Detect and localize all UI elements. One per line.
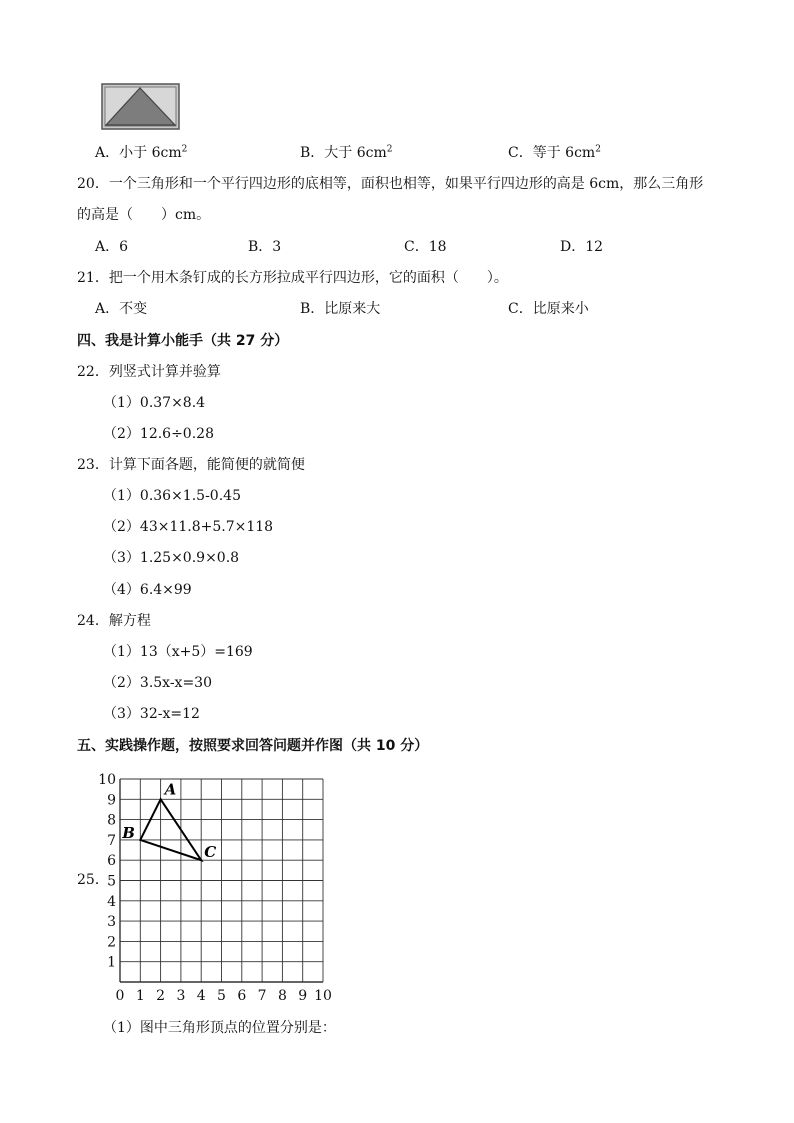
q23-item-3: （3）1.25×0.9×0.8 (103, 550, 240, 566)
q23-item-1: （1）0.36×1.5-0.45 (103, 488, 241, 504)
coordinate-grid (100, 772, 340, 1004)
vertex-label-b: B (122, 823, 135, 842)
x-tick-label: 9 (298, 988, 308, 1004)
x-tick-label: 2 (156, 988, 166, 1004)
q24-item-2: （2）3.5x-x=30 (103, 675, 212, 691)
q19-option-a: A．小于 $6cm^2$ (95, 144, 188, 161)
x-tick-label: 10 (314, 988, 332, 1004)
q22-stem: 22．列竖式计算并验算 (77, 364, 221, 380)
q22-item-1: （1）0.37×8.4 (103, 395, 206, 411)
q23-item-2: （2）43×11.8+5.7×118 (103, 519, 274, 535)
x-tick-label: 6 (237, 988, 247, 1004)
q20-option-c: C．18 (404, 239, 447, 255)
q20-stem-line2: 的高是（ ）cm。 (77, 207, 211, 223)
triangle-abc (140, 799, 201, 860)
q25-sub-1: （1）图中三角形顶点的位置分别是： (103, 1020, 336, 1036)
y-tick-label: 6 (107, 853, 116, 870)
q21-option-a: A．不变 (95, 301, 148, 317)
x-tick-label: 1 (135, 988, 145, 1004)
x-tick-label: 8 (277, 988, 287, 1004)
q20-option-b: B．3 (248, 239, 282, 255)
triangle-in-rectangle-figure (101, 83, 181, 131)
y-tick-label: 1 (107, 954, 116, 971)
section4-heading: 四、我是计算小能手（共 27 分） (77, 333, 289, 349)
q22-item-2: （2）12.6÷0.28 (103, 426, 214, 442)
x-tick-label: 4 (196, 988, 206, 1004)
y-tick-label: 8 (107, 812, 116, 829)
q19-option-c: C．等于 $6cm^2$ (508, 144, 601, 161)
q24-item-3: （3）32-x=12 (103, 706, 200, 722)
q20-option-a: A．6 (95, 239, 129, 255)
q20-option-d: D．12 (560, 239, 604, 255)
y-tick-label: 3 (107, 914, 116, 931)
q23-item-4: （4）6.4×99 (103, 582, 192, 598)
q19-option-b: B．大于 $6cm^2$ (300, 144, 393, 161)
q23-stem: 23．计算下面各题，能简便的就简便 (77, 457, 305, 473)
y-tick-label: 2 (107, 934, 116, 951)
y-tick-label: 4 (107, 893, 116, 910)
q20-stem-line1: 20．一个三角形和一个平行四边形的底相等，面积也相等，如果平行四边形的高是 6cm，那么三角形 (77, 176, 704, 192)
vertex-label-c: C (204, 843, 217, 862)
y-tick-label: 5 (107, 873, 116, 890)
q21-stem: 21．把一个用木条钉成的长方形拉成平行四边形，它的面积（ ）。 (77, 270, 508, 286)
y-tick-label: 9 (107, 792, 116, 809)
q21-option-b: B．比原来大 (300, 301, 381, 317)
x-tick-label: 0 (115, 988, 125, 1004)
section5-heading: 五、实践操作题，按照要求回答问题并作图（共 10 分） (77, 738, 429, 754)
x-tick-label: 3 (176, 988, 186, 1004)
x-tick-label: 7 (257, 988, 267, 1004)
q25-number: 25． (77, 872, 109, 888)
q24-item-1: （1）13（x+5）=169 (103, 644, 253, 660)
y-tick-label: 10 (98, 772, 116, 788)
y-tick-label: 7 (107, 832, 116, 849)
q24-stem: 24．解方程 (77, 613, 151, 629)
q21-option-c: C．比原来小 (508, 301, 589, 317)
vertex-label-a: A (164, 780, 177, 799)
x-tick-label: 5 (217, 988, 226, 1004)
